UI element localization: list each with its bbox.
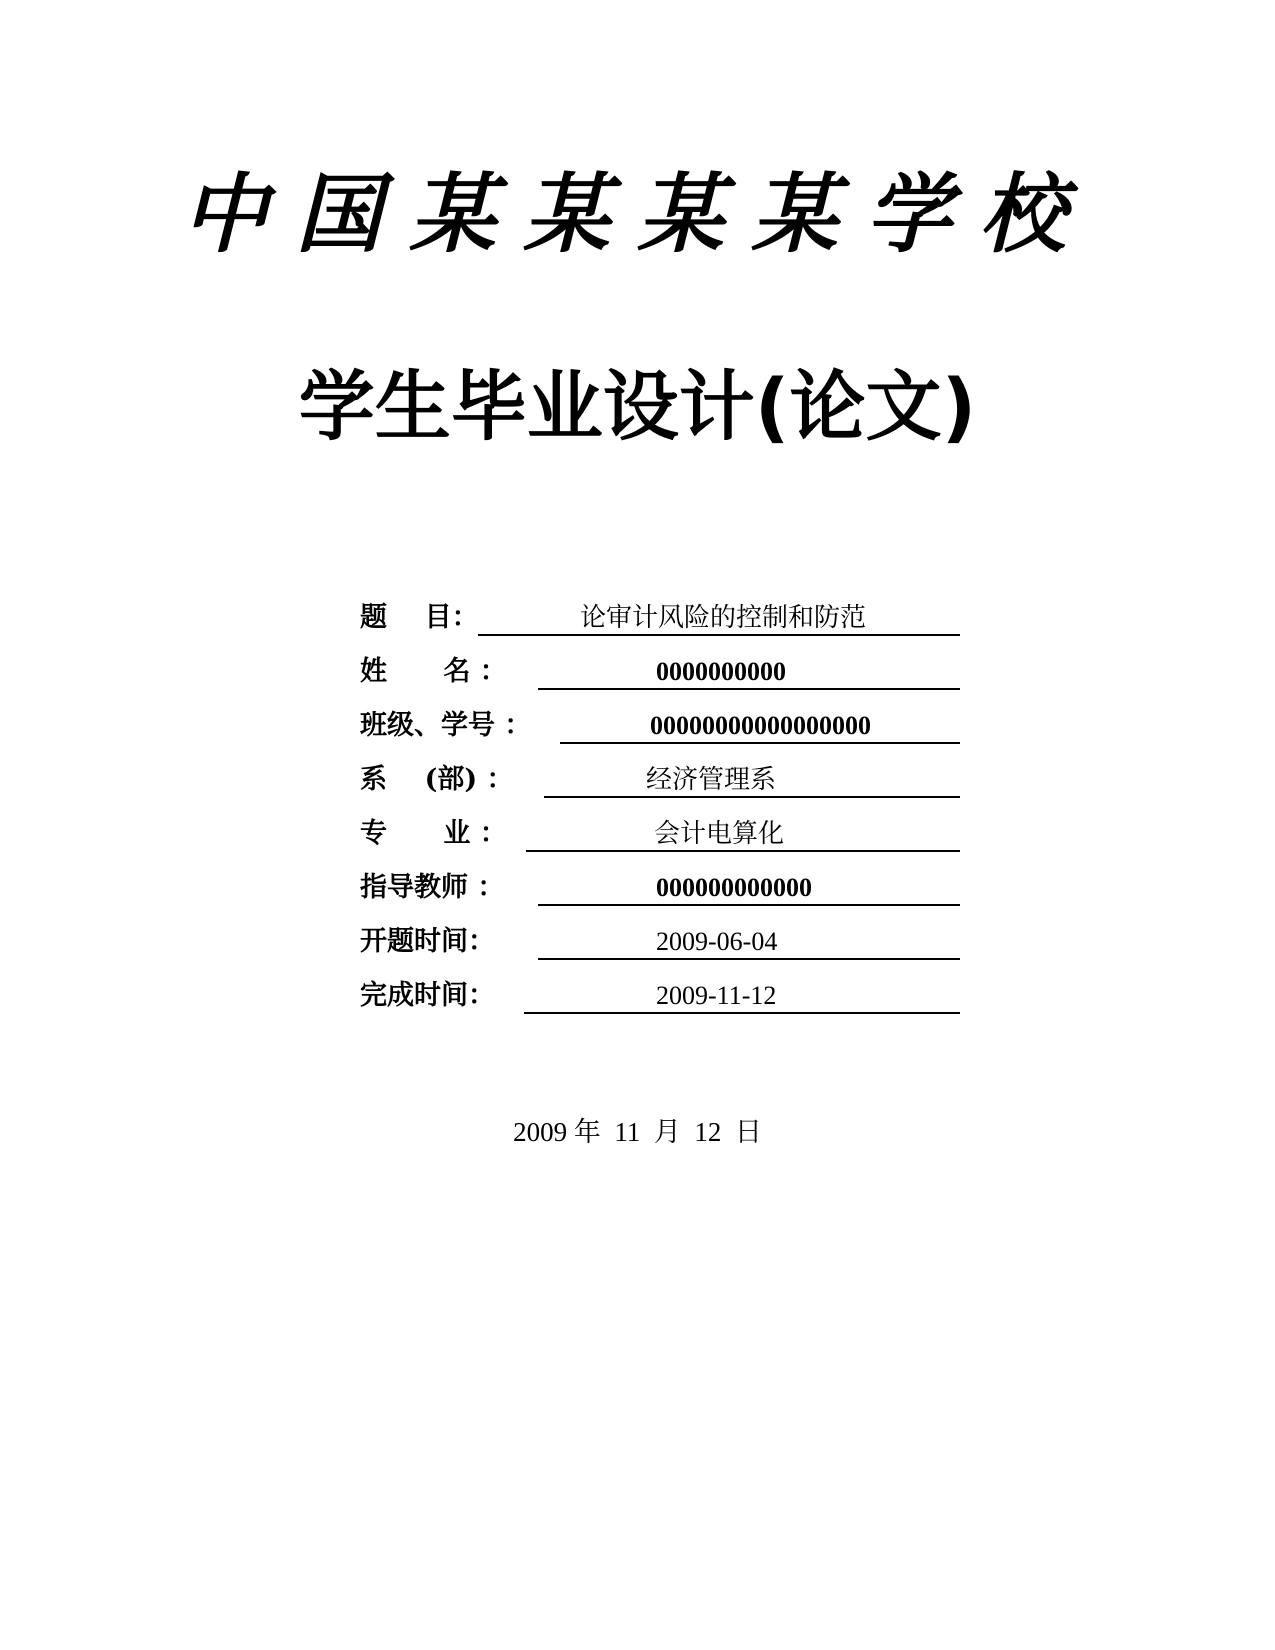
field-row-finish-date <box>360 978 960 1018</box>
field-label-start-date: 开题时间： <box>360 926 495 957</box>
field-label-class-id: 班级、学号 ： <box>360 710 532 741</box>
field-value-name: 0000000000 <box>656 657 786 686</box>
field-value-start-date: 2009-06-04 <box>656 927 778 956</box>
field-label-topic: 题 目： <box>360 602 479 633</box>
field-row-advisor <box>360 870 960 910</box>
field-label-advisor: 指导教师 ： <box>360 872 505 903</box>
thesis-title: 学生毕业设计(论文) <box>298 362 977 451</box>
cover-date: 2009 年 11 月 12 日 <box>513 1117 762 1147</box>
field-value-finish-date: 2009-11-12 <box>656 981 777 1010</box>
field-value-department: 经济管理系 <box>646 765 777 794</box>
field-label-name: 姓 名 ： <box>360 656 507 687</box>
field-value-advisor: 000000000000 <box>656 873 812 902</box>
field-value-major: 会计电算化 <box>654 819 785 848</box>
field-row-class-id <box>360 708 960 748</box>
field-value-topic: 论审计风险的控制和防范 <box>580 603 867 632</box>
field-row-name <box>360 654 960 694</box>
field-label-finish-date: 完成时间： <box>360 980 495 1011</box>
field-row-start-date <box>360 924 960 964</box>
school-name: 中国某某某某学校 <box>181 164 1094 265</box>
field-label-department: 系 (部) ： <box>360 764 514 795</box>
field-row-major <box>360 816 960 856</box>
field-label-major: 专 业 ： <box>360 818 507 849</box>
field-row-department <box>360 762 960 802</box>
field-value-class-id: 00000000000000000 <box>650 711 871 740</box>
field-row-topic <box>360 600 960 640</box>
